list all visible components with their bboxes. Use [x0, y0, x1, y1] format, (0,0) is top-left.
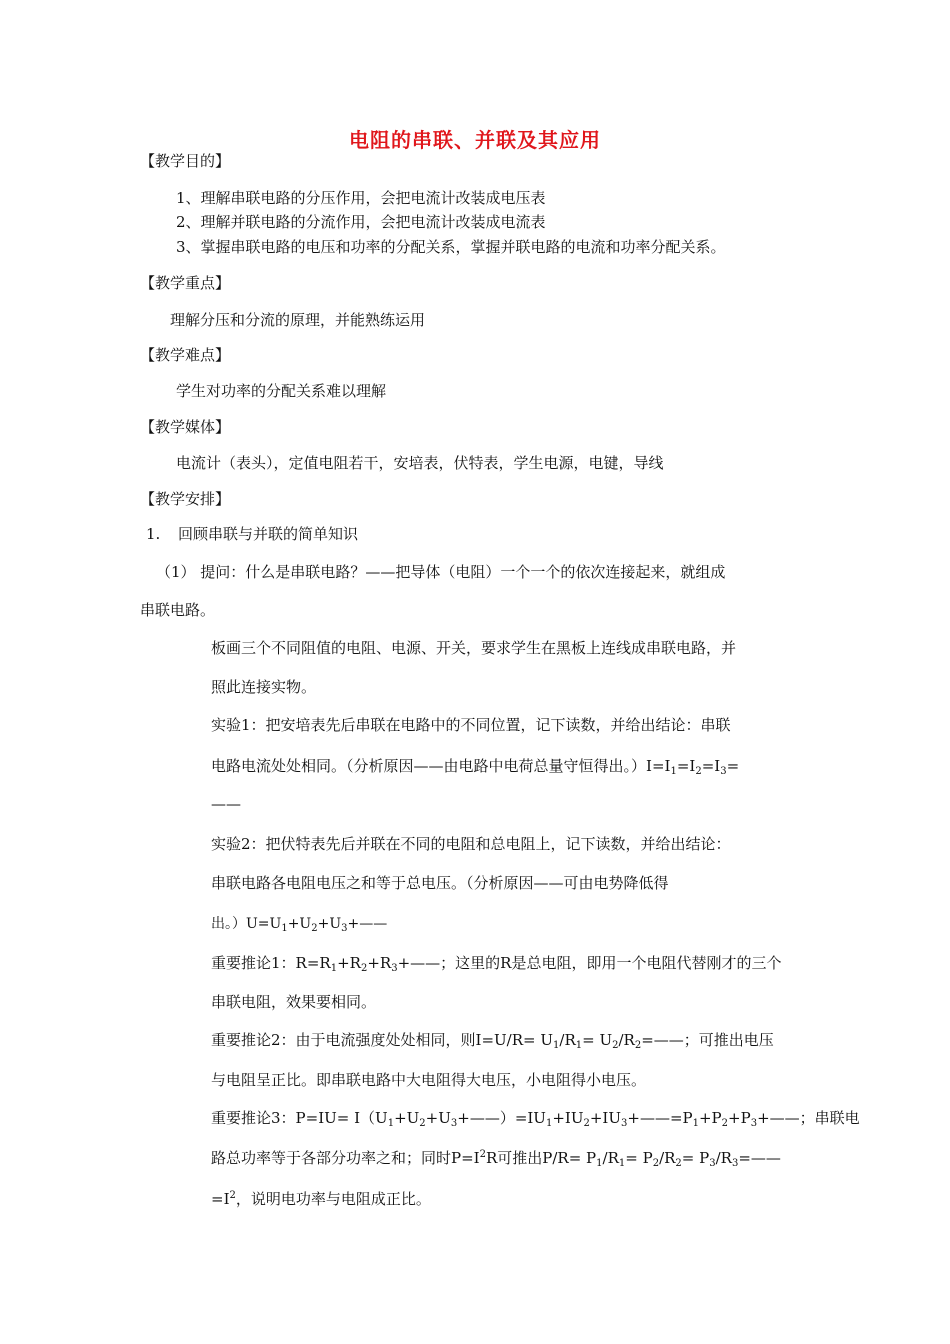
- question-1-line-a: （1） 提问：什么是串联电路？——把导体（电阻）一个一个的依次连接起来，就组成: [156, 563, 726, 581]
- experiment-2-line-b: 串联电路各电阻电压之和等于总电压。（分析原因——可由电势降低得: [211, 874, 669, 892]
- goal-item-3: 3、掌握串联电路的电压和功率的分配关系，掌握并联电路的电流和功率分配关系。: [176, 238, 726, 256]
- question-1-line-b: 串联电路。: [140, 601, 216, 619]
- paragraph-1-line-b: 照此连接实物。: [211, 678, 317, 696]
- plan-item-text: 回顾串联与并联的简单知识: [178, 525, 359, 543]
- section-heading-goal: 【教学目的】: [140, 152, 231, 170]
- section-heading-difficulty: 【教学难点】: [140, 346, 231, 364]
- experiment-2-line-c: 出。）$U=U_1+U_2+U_3+——$: [211, 916, 388, 934]
- paragraph-1-line-a: 板画三个不同阻值的电阻、电源、开关，要求学生在黑板上连线成串联电路，并: [211, 639, 737, 657]
- section-heading-key: 【教学重点】: [140, 274, 231, 292]
- experiment-1-line-b: 电路电流处处相同。（分析原因——由电路中电荷总量守恒得出。）$I=I_1=I_2=I_3=$: [211, 757, 740, 777]
- plan-item-number: 1.: [146, 525, 161, 543]
- inference-1-line-a: 重要推论1：$R=R_1+R_2+R_3+——$；这里的R是总电阻，即用一个电阻代替刚才的三个: [211, 954, 782, 974]
- document-title: 电阻的串联、并联及其应用: [349, 128, 601, 152]
- inference-3-line-b: 路总功率等于各部分功率之和；同时$P=I^2R$可推出$P/R= P_1/R_1= P_2/R_2=$ $P_3/R_3=——$: [211, 1149, 781, 1169]
- experiment-2-line-a: 实验2：把伏特表先后并联在不同的电阻和总电阻上，记下读数，并给出结论：: [211, 835, 731, 853]
- media-text: 电流计（表头），定值电阻若干，安培表，伏特表，学生电源，电键，导线: [176, 454, 664, 472]
- difficulty-text: 学生对功率的分配关系难以理解: [176, 382, 387, 400]
- goal-item-1: 1、理解串联电路的分压作用，会把电流计改装成电压表: [176, 189, 546, 207]
- section-heading-media: 【教学媒体】: [140, 418, 231, 436]
- key-point-text: 理解分压和分流的原理，并能熟练运用: [170, 311, 426, 329]
- experiment-1-line-a: 实验1：把安培表先后串联在电路中的不同位置，记下读数，并给出结论：串联: [211, 716, 731, 734]
- inference-3-line-c: $=I^2$，说明电功率与电阻成正比。: [211, 1190, 431, 1208]
- experiment-1-line-c: ——: [211, 795, 241, 813]
- inference-2-line-b: 与电阻呈正比。即串联电路中大电阻得大电压，小电阻得小电压。: [211, 1071, 647, 1089]
- section-heading-plan: 【教学安排】: [140, 490, 231, 508]
- inference-3-line-a: 重要推论3：$P=IU= I(U_1+U_2+U_3+——)=IU_1+IU_2+IU_3+——=P_1+P_2+P_3+——$；串联电: [211, 1109, 860, 1129]
- inference-1-line-b: 串联电阻，效果要相同。: [211, 993, 377, 1011]
- goal-item-2: 2、理解并联电路的分流作用，会把电流计改装成电流表: [176, 213, 546, 231]
- inference-2-line-a: 重要推论2：由于电流强度处处相同，则$I=U/R= U_1/R_1=$ $U_2/R_2=——$；可推出电压: [211, 1031, 774, 1051]
